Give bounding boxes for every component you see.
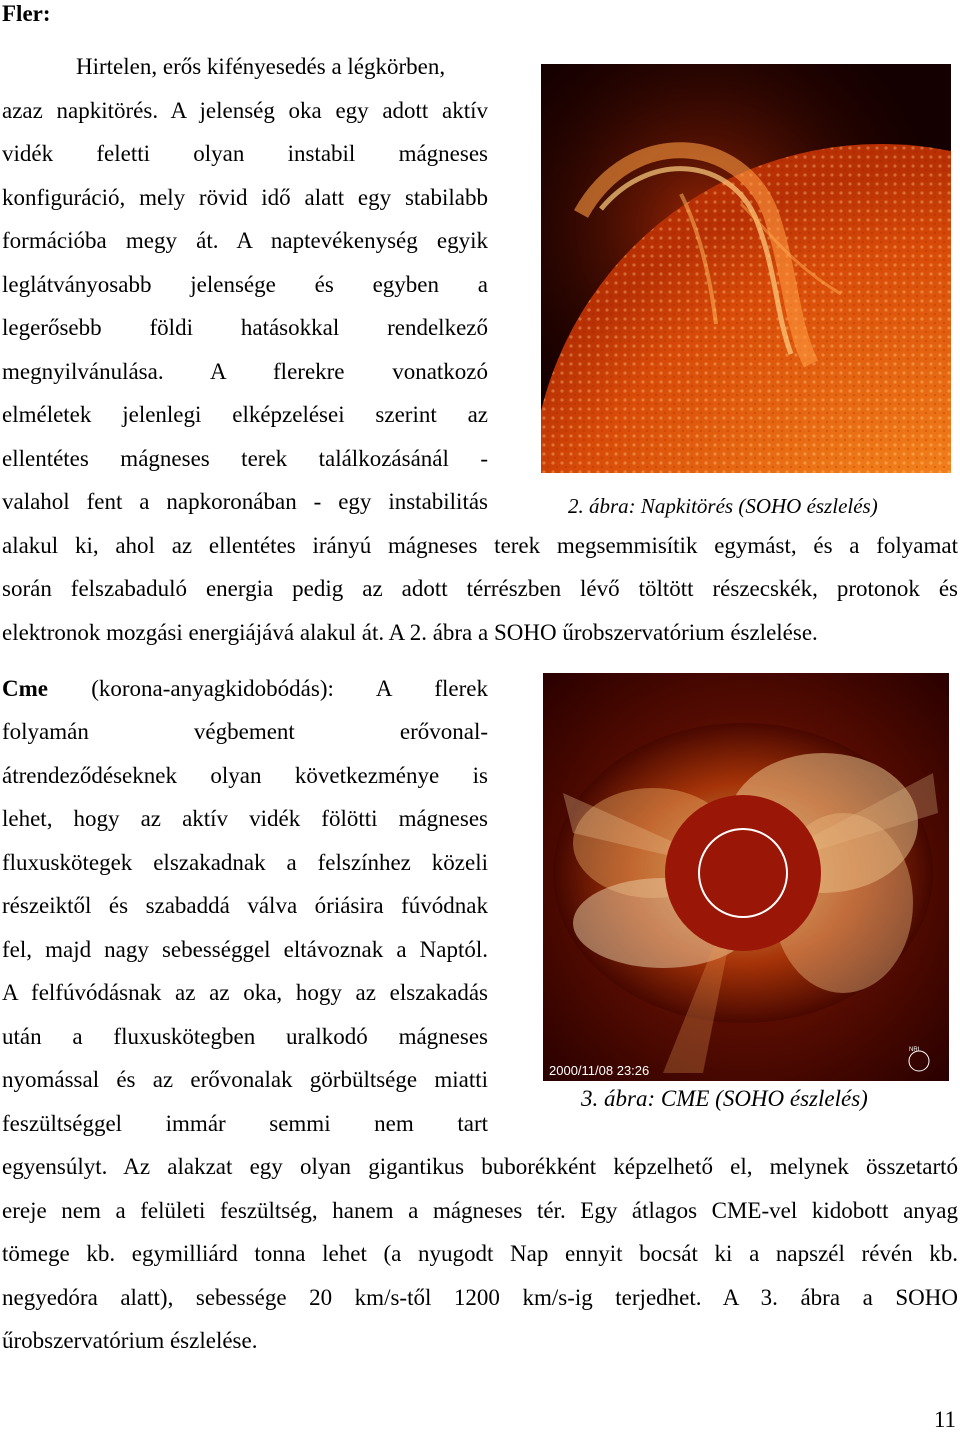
cme-term: Cme xyxy=(2,676,48,701)
cme-coronagraph-image xyxy=(543,673,949,1081)
paragraph-line: legerősebb földi hatásokkal rendelkező xyxy=(2,315,488,340)
paragraph-line: elektronok mozgási energiájává alakul át. A 2. ábra a SOHO űrobszervatórium észlelése. xyxy=(2,620,818,645)
figure-2-caption: 2. ábra: Napkitörés (SOHO észlelés) xyxy=(568,494,878,518)
paragraph-line: részeiktől és szabaddá válva óriásira fúvódnak xyxy=(2,893,488,918)
paragraph-line: formációba megy át. A naptevékenység egyik xyxy=(2,228,488,253)
paragraph-line: feszültséggel immár semmi nem tart xyxy=(2,1111,488,1136)
paragraph-line: (korona-anyagkidobódás): A flerek xyxy=(91,676,488,701)
page-number: 11 xyxy=(933,1407,956,1432)
paragraph-line: konfiguráció, mely rövid idő alatt egy stabilabb xyxy=(2,185,488,210)
paragraph-line: ereje nem a felületi feszültség, hanem a mágneses tér. Egy átlagos CME-vel kidobott anyag xyxy=(2,1198,958,1223)
paragraph-line: negyedóra alatt), sebessége 20 km/s-től 1200 km/s-ig terjedhet. A 3. ábra a SOHO xyxy=(2,1285,958,1310)
paragraph-line: vidék feletti olyan instabil mágneses xyxy=(2,141,488,166)
paragraph-line: során felszabaduló energia pedig az adott térrészben lévő töltött részecskék, protonok és xyxy=(2,576,958,601)
paragraph-line: megnyilvánulása. A flerekre vonatkozó xyxy=(2,359,488,384)
paragraph-line: Hirtelen, erős kifényesedés a légkörben, xyxy=(76,54,446,79)
paragraph-line: elméletek jelenlegi elképzelései szerint az xyxy=(2,402,488,427)
image-timestamp: 2000/11/08 23:26 xyxy=(549,1063,650,1078)
paragraph-line: folyamán végbement erővonal- xyxy=(2,719,488,744)
cme-first-line xyxy=(2,675,488,703)
paragraph-line: leglátványosabb jelensége és egyben a xyxy=(2,272,488,297)
paragraph-line: egyensúlyt. Az alakzat egy olyan gigantikus buborékként képzelhető el, melynek összetartó xyxy=(2,1154,958,1179)
paragraph-line: lehet, hogy az aktív vidék fölötti mágneses xyxy=(2,806,488,831)
paragraph-line: fluxuskötegek elszakadnak a felszínhez közeli xyxy=(2,850,488,875)
svg-text:NRL: NRL xyxy=(909,1047,922,1053)
paragraph-line: átrendeződéseknek olyan következménye is xyxy=(2,763,488,788)
paragraph-line: ellentétes mágneses terek találkozásánál - xyxy=(2,446,488,471)
paragraph-line: valahol fent a napkoronában - egy instabilitás xyxy=(2,489,488,514)
figure-3-caption: 3. ábra: CME (SOHO észlelés) xyxy=(581,1086,868,1111)
solar-eruption-image xyxy=(541,64,951,473)
paragraph-line: tömege kb. egymilliárd tonna lehet (a nyugodt Nap ennyit bocsát ki a napszél révén kb. xyxy=(2,1241,958,1266)
paragraph-line: alakul ki, ahol az ellentétes irányú mágneses terek megsemmisítik egymást, és a folyamat xyxy=(2,533,958,558)
paragraph-line: űrobszervatórium észlelése. xyxy=(2,1328,258,1353)
paragraph-line: A felfúvódásnak az az oka, hogy az elszakadás xyxy=(2,980,488,1005)
paragraph-line: nyomással és az erővonalak görbültsége miatti xyxy=(2,1067,488,1092)
paragraph-line: után a fluxuskötegben uralkodó mágneses xyxy=(2,1024,488,1049)
paragraph-line: azaz napkitörés. A jelenség oka egy adott aktív xyxy=(2,98,488,123)
paragraph-line: fel, majd nagy sebességgel eltávoznak a Naptól. xyxy=(2,937,488,962)
section-heading-fler: Fler: xyxy=(2,1,51,26)
